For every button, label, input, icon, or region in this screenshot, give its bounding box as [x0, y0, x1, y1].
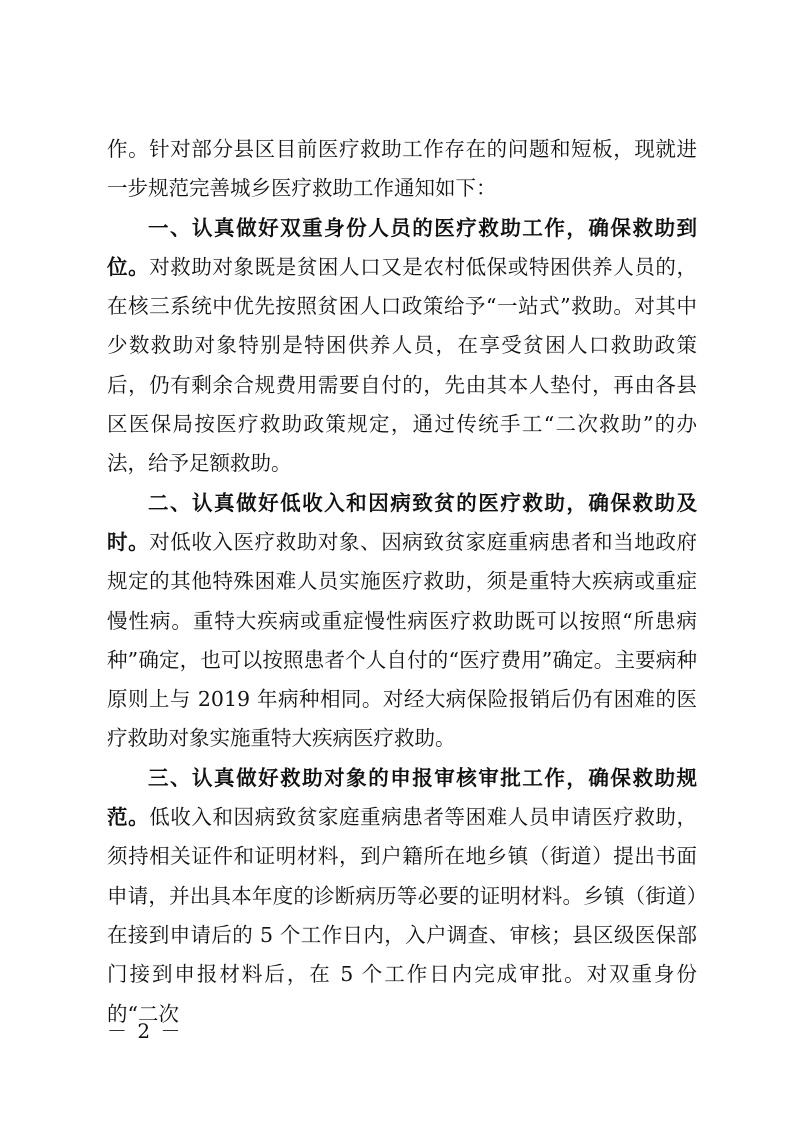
- section-heading: 二、认真做好低收入和因病致贫的医疗救助，确保救助及时。: [107, 490, 697, 554]
- paragraph-intro: [107, 130, 697, 209]
- section-heading: 一、认真做好双重身份人员的医疗救助工作，确保救助到位。: [107, 215, 697, 279]
- paragraph-section-1: [107, 209, 697, 484]
- page-number: － 2 －: [107, 1019, 183, 1043]
- paragraph-text: 作。针对部分县区目前医疗救助工作存在的问题和短板，现就进一步规范完善城乡医疗救助工作通知如下：: [107, 137, 697, 201]
- paragraph-section-3: [107, 759, 697, 1034]
- paragraph-text: 低收入和因病致贫家庭重病患者等困难人员申请医疗救助，须持相关证件和证明材料，到户籍所在地乡镇（街道）提出书面申请，并出具本年度的诊断病历等必要的证明材料。乡镇（街道）在接到申请后的 5 个工作日内，入户调查、审核；县区级医保部门接到申报材料后，在 5 个工作日内完成审批。对双重身份的“二次: [107, 805, 698, 1026]
- section-heading: 三、认真做好救助对象的申报审核审批工作，确保救助规范。: [107, 765, 697, 830]
- paragraph-section-2: [107, 484, 697, 759]
- paragraph-text: 对救助对象既是贫困人口又是农村低保或特困供养人员的，在核三系统中优先按照贫困人口政策给予“一站式”救助。对其中少数救助对象特别是特困供养人员，在享受贫困人口救助政策后，仍有剩余合规费用需要自付的，先由其本人垫付，再由各县区医保局按医疗救助政策规定，通过传统手工“二次救助”的办法，给予足额救助。: [107, 254, 698, 476]
- document-body: [107, 130, 697, 1034]
- paragraph-text: 对低收入医疗救助对象、因病致贫家庭重病患者和当地政府规定的其他特殊困难人员实施医疗救助，须是重特大疾病或重症慢性病。重特大疾病或重症慢性病医疗救助既可以按照“所患病种”确定，也可以按照患者个人自付的“医疗费用”确定。主要病种原则上与 2019 年病种相同。对经大病保险报销后仍有困难的医疗救助对象实施重特大疾病医疗救助。: [107, 529, 698, 751]
